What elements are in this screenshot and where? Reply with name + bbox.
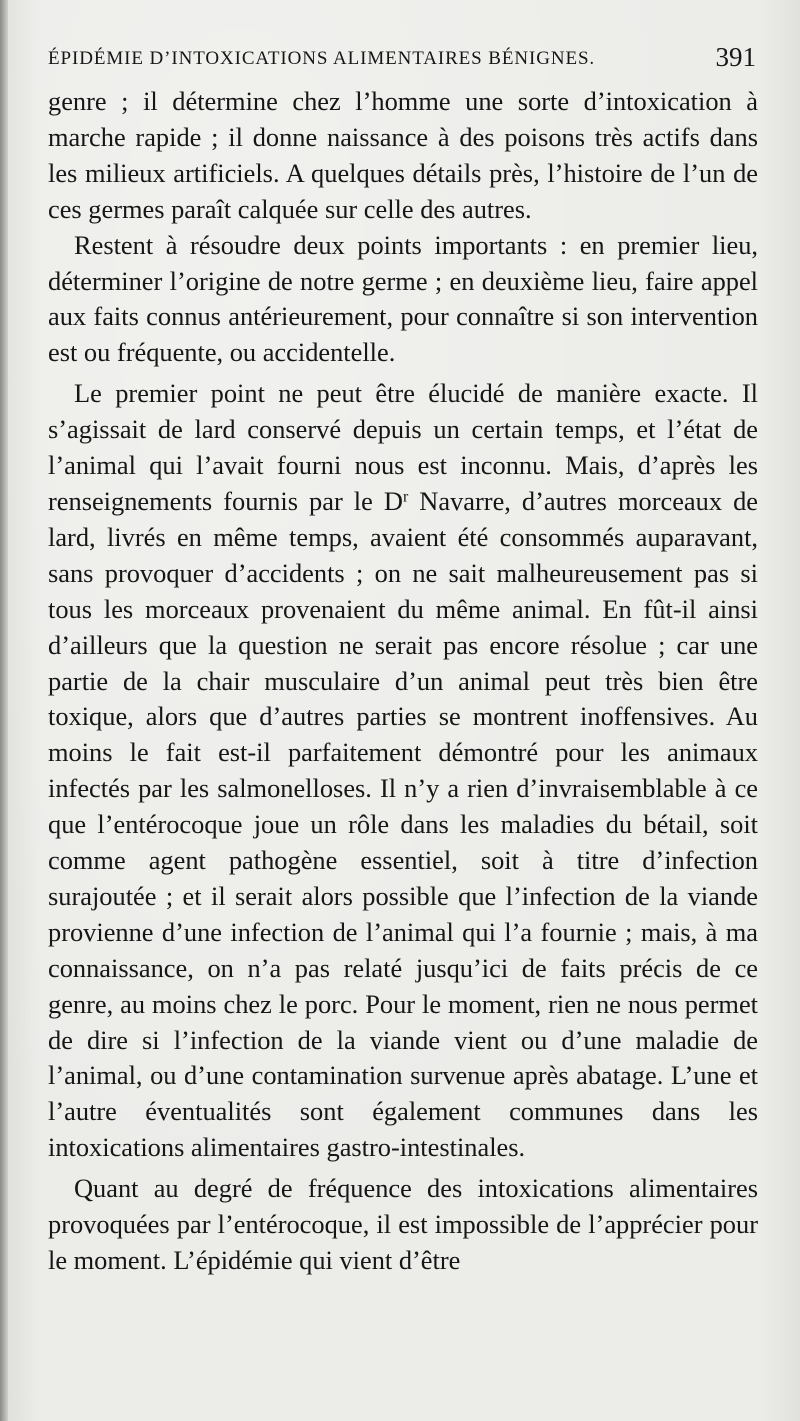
paragraph — [48, 376, 758, 1166]
paragraph: Quant au degré de fréquence des intoxications alimentaires provoquées par l’entérocoque, il est impossible de l’apprécier pour le moment. L’épidémie qui vient d’être — [48, 1173, 758, 1275]
body-text — [48, 84, 758, 1279]
page-number: 391 — [715, 42, 756, 72]
paragraph: Restent à résoudre deux points importants : en premier lieu, déterminer l’origine de notre germe ; en deuxième lieu, faire appel aux faits connus antérieurement, pour connaître si son intervention est ou fréquente, ou accidentelle. — [48, 229, 758, 368]
paragraph-text: Navarre, d’autres morceaux de lard, livrés en même temps, avaient été consommés auparavant, sans provoquer d’accidents ; on ne sait malheureusement pas si tous les morceaux provenaient du même animal. En fût-il ainsi d’ailleurs que la question ne serait pas encore résolue ; car une partie de la chair musculaire d’un animal peut très bien être toxique, alors que d’autres parties se montrent inoffensives. Au moins le fait est-il parfaitement démontré pour les animaux infectés par les salmonelloses. Il n’y a rien d’invraisemblable à ce que l’entérocoque joue un rôle dans les maladies du bétail, soit comme agent pathogène essentiel, soit à titre d’infection surajoutée ; et il serait alors possible que l’infection de la viande provienne d’une infection de l’animal qui l’a fournie ; mais, à ma connaissance, on n’a pas relaté jusqu’ici de faits précis de ce genre, au moins chez le porc. Pour le moment, rien ne nous permet de dire si l’infection de la viande vient ou d’une maladie de l’animal, ou d’une contamination survenue après abatage. L’une et l’autre éventualités sont également communes dans les intoxications alimentaires gastro-intestinales. — [48, 485, 758, 1163]
running-title: ÉPIDÉMIE D’INTOXICATIONS ALIMENTAIRES BÉNIGNES. — [48, 48, 596, 69]
superscript-abbreviation: r — [402, 488, 409, 506]
page-binding-shadow — [0, 0, 8, 1421]
paragraph: genre ; il détermine chez l’homme une sorte d’intoxication à marche rapide ; il donne naissance à des poisons très actifs dans les milieux artificiels. A quelques détails près, l’histoire de l’un de ces germes paraît calquée sur celle des autres. — [48, 86, 758, 224]
page-header — [34, 40, 760, 80]
paragraph-text: Le premier point ne peut être élucidé de manière exacte. Il s’agissait de lard conservé depuis un certain temps, et l’état de l’animal qui l’avait fourni nous est inconnu. Mais, d’après les renseignements fournis par le D — [48, 378, 758, 516]
